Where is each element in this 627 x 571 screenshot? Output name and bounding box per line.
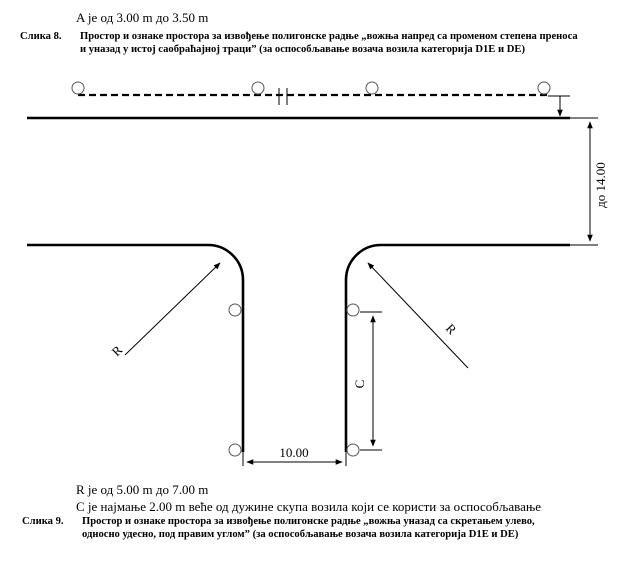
figure-8-drawing: [27, 82, 608, 245]
road-edge-left-corner: [27, 245, 243, 452]
note-r-range: R је од 5.00 m до 7.00 m: [76, 482, 209, 497]
cone-marker: [229, 304, 241, 316]
cone-marker: [72, 82, 84, 94]
dimension-c-label: C: [352, 379, 367, 389]
figure-9-drawing: [27, 245, 570, 466]
cone-marker: [229, 444, 241, 456]
dimension-14-label: до 14.00: [593, 162, 608, 208]
figure-9-label: Слика 9.: [22, 516, 64, 527]
road-edge-right-corner: [346, 245, 570, 452]
radius-label-left: R: [108, 342, 126, 360]
figure-8-label: Слика 8.: [20, 31, 62, 42]
note-c-length: C је најмање 2.00 m веће од дужине скупа возила који се користи за оспособљавање: [76, 499, 542, 514]
figure-9-caption: [22, 515, 622, 541]
figure-9-caption-line1: Простор и ознаке простора за извођење полигонске радње „вожња уназад са скретањем улево,: [82, 516, 535, 527]
radius-arrow-left: [125, 263, 220, 355]
cone-marker: [347, 304, 359, 316]
radius-label-right: R: [442, 320, 460, 338]
figure-9-caption-line2: односно удесно, под правим углом” (за оспособљавање возача возила категорија D1E и DE): [82, 529, 519, 540]
figure-8-caption-line2: и уназад у истој саобраћајној траци” (за оспособљавање возача возила категорија D1E и DE): [80, 44, 526, 55]
cone-marker: [366, 82, 378, 94]
cone-marker: [252, 82, 264, 94]
cone-marker: [538, 82, 550, 94]
dimension-width-label: 10.00: [279, 445, 309, 460]
figure-8-caption-line1: Простор и ознаке простора за извођење полигонске радње „вожња напред са променом степена преноса: [80, 31, 578, 42]
cone-marker: [347, 444, 359, 456]
note-a-range: A је од 3.00 m до 3.50 m: [76, 10, 209, 25]
radius-arrow-right: [368, 263, 468, 368]
